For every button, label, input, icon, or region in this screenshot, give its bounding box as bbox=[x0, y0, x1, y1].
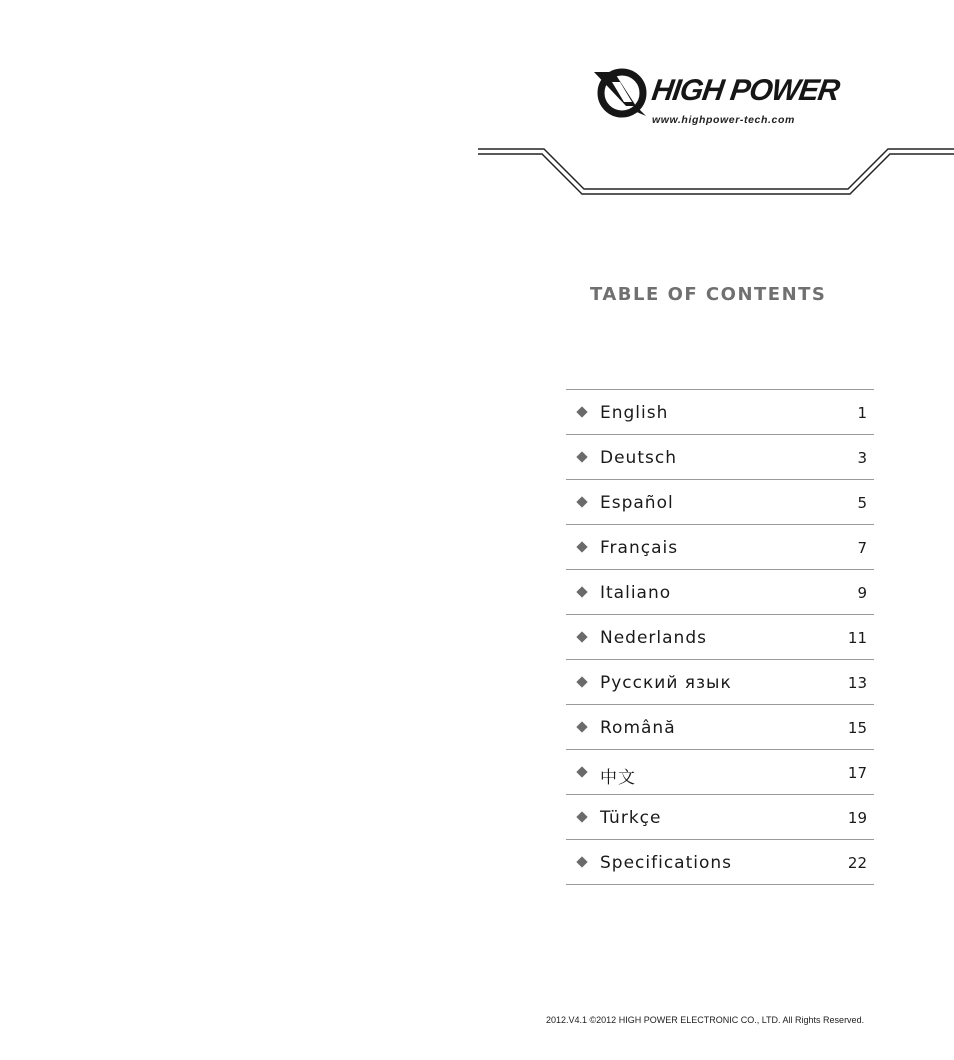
toc-entry-page: 13 bbox=[847, 674, 867, 692]
toc-entry-page: 19 bbox=[847, 809, 867, 827]
toc-entry-label: Русский язык bbox=[600, 673, 732, 693]
diamond-bullet-icon bbox=[576, 856, 587, 867]
toc-row[interactable] bbox=[566, 435, 874, 480]
copyright-footer: 2012.V4.1 ©2012 HIGH POWER ELECTRONIC CO., LTD. All Rights Reserved. bbox=[546, 1015, 865, 1025]
toc-entry-page: 17 bbox=[847, 764, 867, 782]
toc-entry-page: 22 bbox=[847, 854, 867, 872]
brand-logo bbox=[592, 66, 852, 128]
toc-entry-label: Nederlands bbox=[600, 628, 707, 648]
toc-entry-label: English bbox=[600, 403, 669, 423]
toc-entry-page: 15 bbox=[847, 719, 867, 737]
diamond-bullet-icon bbox=[576, 811, 587, 822]
toc-row[interactable] bbox=[566, 615, 874, 660]
toc-row[interactable] bbox=[566, 570, 874, 615]
toc-row[interactable] bbox=[566, 525, 874, 570]
toc-entry-page: 7 bbox=[857, 539, 867, 557]
toc-entry-page: 3 bbox=[857, 449, 867, 467]
diamond-bullet-icon bbox=[576, 496, 587, 507]
toc-entry-page: 9 bbox=[857, 584, 867, 602]
diamond-bullet-icon bbox=[576, 766, 587, 777]
toc-entry-label: Română bbox=[600, 718, 676, 738]
toc-row[interactable] bbox=[566, 390, 874, 435]
toc-entry-page: 1 bbox=[857, 404, 867, 422]
toc-row[interactable] bbox=[566, 795, 874, 840]
toc-entry-label: Italiano bbox=[600, 583, 672, 603]
toc-entry-label: 中文 bbox=[600, 768, 636, 788]
toc-entry-label: Deutsch bbox=[600, 448, 677, 468]
diamond-bullet-icon bbox=[576, 406, 587, 417]
toc-row[interactable] bbox=[566, 660, 874, 705]
brand-wordmark: HIGH POWER bbox=[649, 74, 842, 107]
toc-row[interactable] bbox=[566, 480, 874, 525]
toc-entry-label: Türkçe bbox=[600, 808, 662, 828]
toc-row[interactable] bbox=[566, 750, 874, 795]
toc-entry-label: Français bbox=[600, 538, 679, 558]
diamond-bullet-icon bbox=[576, 721, 587, 732]
toc-title: TABLE OF CONTENTS bbox=[590, 284, 827, 305]
high-power-emblem-icon bbox=[592, 66, 654, 118]
diamond-bullet-icon bbox=[576, 676, 587, 687]
decorative-header-frame bbox=[478, 140, 954, 196]
toc-entry-page: 11 bbox=[847, 629, 867, 647]
diamond-bullet-icon bbox=[576, 541, 587, 552]
toc-entry-label: Español bbox=[600, 493, 674, 513]
diamond-bullet-icon bbox=[576, 451, 587, 462]
toc-entry-label: Specifications bbox=[600, 853, 733, 873]
diamond-bullet-icon bbox=[576, 586, 587, 597]
toc-entry-page: 5 bbox=[857, 494, 867, 512]
toc-list bbox=[566, 389, 874, 885]
diamond-bullet-icon bbox=[576, 631, 587, 642]
brand-url: www.highpower-tech.com bbox=[652, 114, 795, 126]
toc-row[interactable] bbox=[566, 840, 874, 885]
toc-row[interactable] bbox=[566, 705, 874, 750]
